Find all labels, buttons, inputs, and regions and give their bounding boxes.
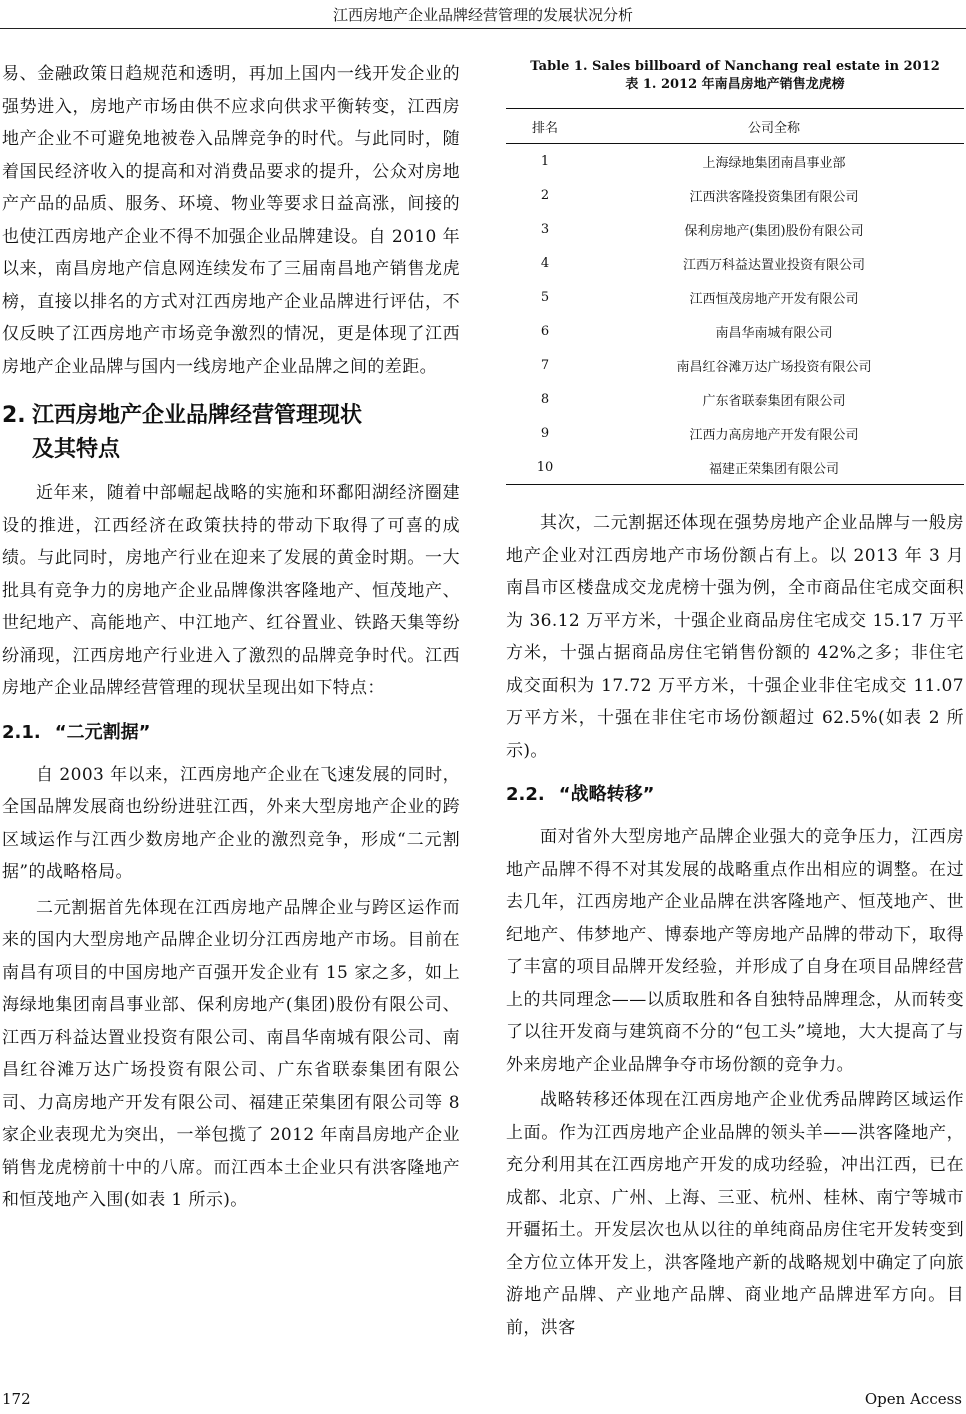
running-header: 江西房地产企业品牌经营管理的发展状况分析	[332, 6, 633, 24]
table-cell-rank: 8	[540, 391, 550, 407]
table-1-caption-en: Table 1. Sales billboard of Nanchang real estate in 2012	[530, 59, 940, 74]
table-cell-rank: 6	[540, 323, 550, 339]
table-cell-company: 上海绿地集团南昌事业部	[702, 155, 846, 171]
section-2-1-paragraph-1: 自 2003 年以来，江西房地产企业在飞速发展的同时，全国品牌发展商也纷纷进驻江西，外来大型房地产企业的跨区域运作与江西少数房地产企业的激烈竞争，形成“二元割据”的战略格局。	[2, 764, 460, 882]
table-cell-rank: 2	[540, 187, 550, 203]
table-cell-company: 福建正荣集团有限公司	[708, 461, 839, 477]
table-cell-company: 保利房地产(集团)股份有限公司	[684, 223, 864, 239]
table-row	[506, 382, 964, 416]
table-cell-company: 江西恒茂房地产开发有限公司	[689, 291, 859, 307]
table-cell-company: 江西力高房地产开发有限公司	[689, 427, 859, 443]
paragraph-after-table: 其次，二元割据还体现在强势房地产企业品牌与一般房地产企业对江西房地产市场份额占有上。以 2013 年 3 月南昌市区楼盘成交龙虎榜十强为例，全市商品住宅成交面积为 36.12 万平方米，十强企业商品房住宅成交 15.17 万平方米，十强占据商品房住宅销售份额的 42%之多；非住宅成交面积为 17.72 万平方米，十强企业非住宅成交 11.07 万平方米，十强在非住宅市场份额超过 62.5%(如表 2 所示)。	[506, 513, 964, 761]
table-row	[506, 280, 964, 314]
sales-billboard-table	[506, 108, 964, 485]
table-row	[506, 246, 964, 280]
table-row	[506, 348, 964, 382]
table-1-caption-zh: 表 1. 2012 年南昌房地产销售龙虎榜	[625, 77, 845, 92]
section-2-2-number: 2.2.	[506, 784, 545, 805]
section-2-1-paragraph-2: 二元割据首先体现在江西房地产品牌企业与跨区运作而来的国内大型房地产品牌企业切分江西房地产市场。目前在南昌有项目的中国房地产百强开发企业有 15 家之多，如上海绿地集团南昌事业部、保利房地产(集团)股份有限公司、江西万科益达置业投资有限公司、南昌华南城有限公司、南昌红谷滩万达广场投资有限公司、广东省联泰集团有限公司、力高房地产开发有限公司、福建正荣集团有限公司等 8 家企业表现尤为突出，一举包揽了 2012 年南昌房地产企业销售龙虎榜前十中的八席。而江西本土企业只有洪客隆地产和恒茂地产入围(如表 1 所示)。	[2, 897, 460, 1210]
page-number: 172	[2, 1390, 31, 1408]
section-2-title-line1: 江西房地产企业品牌经营管理现状	[32, 403, 363, 428]
table-row	[506, 416, 964, 450]
right-column	[506, 58, 964, 1344]
table-row	[506, 178, 964, 212]
table-header-row	[506, 109, 964, 144]
section-2-2-heading	[506, 781, 964, 809]
table-cell-rank: 3	[540, 221, 550, 237]
section-2-2-title: “战略转移”	[558, 784, 655, 805]
table-cell-rank: 1	[540, 153, 550, 169]
table-cell-company: 江西洪客隆投资集团有限公司	[689, 189, 859, 205]
journal-footer: Open Access	[864, 1390, 962, 1408]
table-cell-company: 江西万科益达置业投资有限公司	[682, 257, 865, 273]
table-cell-rank: 10	[536, 459, 554, 475]
section-2-2-paragraph-2: 战略转移还体现在江西房地产企业优秀品牌跨区域运作上面。作为江西房地产企业品牌的领头羊——洪客隆地产，充分利用其在江西房地产开发的成功经验，冲出江西，已在成都、北京、广州、上海、三亚、杭州、桂林、南宁等城市开疆拓土。开发层次也从以往的单纯商品房住宅开发转变到全方位立体开发上，洪客隆地产新的战略规划中确定了向旅游地产品牌、产业地产品牌、商业地产品牌进军方向。目前，洪客	[506, 1090, 964, 1338]
table-header-rank: 排名	[531, 120, 558, 136]
intro-paragraph: 易、金融政策日趋规范和透明，再加上国内一线开发企业的强势进入，房地产市场由供不应求向供求平衡转变，江西房地产企业不可避免地被卷入品牌竞争的时代。与此同时，随着国民经济收入的提高和对消费品要求的提升，公众对房地产产品的品质、服务、环境、物业等要求日益高涨，间接的也使江西房地产企业不得不加强企业品牌建设。自 2010 年以来，南昌房地产信息网连续发布了三届南昌地产销售龙虎榜，直接以排名的方式对江西房地产企业品牌进行评估，不仅反映了江西房地产市场竞争激烈的情况，更是体现了江西房地产企业品牌与国内一线房地产企业品牌之间的差距。	[2, 64, 460, 377]
section-2-title-line2: 及其特点	[32, 437, 121, 462]
section-2-number: 2.	[2, 403, 26, 428]
section-2-2-paragraph-1: 面对省外大型房地产品牌企业强大的竞争压力，江西房地产品牌不得不对其发展的战略重点作出相应的调整。在过去几年，江西房地产企业品牌在洪客隆地产、恒茂地产、世纪地产、伟梦地产、博泰地产等房地产品牌的带动下，取得了丰富的项目品牌开发经验，并形成了自身在项目品牌经营上的共同理念——以质取胜和各自独特品牌理念，从而转变了以往开发商与建筑商不分的“包工头”境地，大大提高了与外来房地产企业品牌争夺市场份额的竞争力。	[506, 827, 964, 1075]
section-2-1-heading	[2, 719, 460, 747]
header-rule	[0, 28, 966, 29]
table-header-company: 公司全称	[747, 120, 800, 136]
table-cell-rank: 9	[540, 425, 550, 441]
table-cell-company: 南昌红谷滩万达广场投资有限公司	[676, 359, 872, 375]
table-cell-rank: 7	[540, 357, 550, 373]
table-cell-rank: 5	[540, 289, 550, 305]
table-cell-rank: 4	[540, 255, 550, 271]
left-column	[2, 58, 460, 1217]
table-row	[506, 212, 964, 246]
section-2-1-number: 2.1.	[2, 721, 41, 743]
table-row	[506, 314, 964, 348]
table-row	[506, 144, 964, 179]
table-cell-company: 广东省联泰集团有限公司	[702, 393, 846, 409]
section-2-paragraph: 近年来，随着中部崛起战略的实施和环鄱阳湖经济圈建设的推进，江西经济在政策扶持的带动下取得了可喜的成绩。与此同时，房地产行业在迎来了发展的黄金时期。一大批具有竞争力的房地产企业品牌像洪客隆地产、恒茂地产、世纪地产、高能地产、中江地产、红谷置业、铁路天集等纷纷涌现，江西房地产行业进入了激烈的品牌竞争时代。江西房地产企业品牌经营管理的现状呈现出如下特点：	[2, 483, 460, 698]
table-row	[506, 450, 964, 485]
section-2-1-title: “二元割据”	[54, 721, 151, 743]
section-2-heading	[2, 399, 460, 467]
table-cell-company: 南昌华南城有限公司	[715, 325, 833, 341]
